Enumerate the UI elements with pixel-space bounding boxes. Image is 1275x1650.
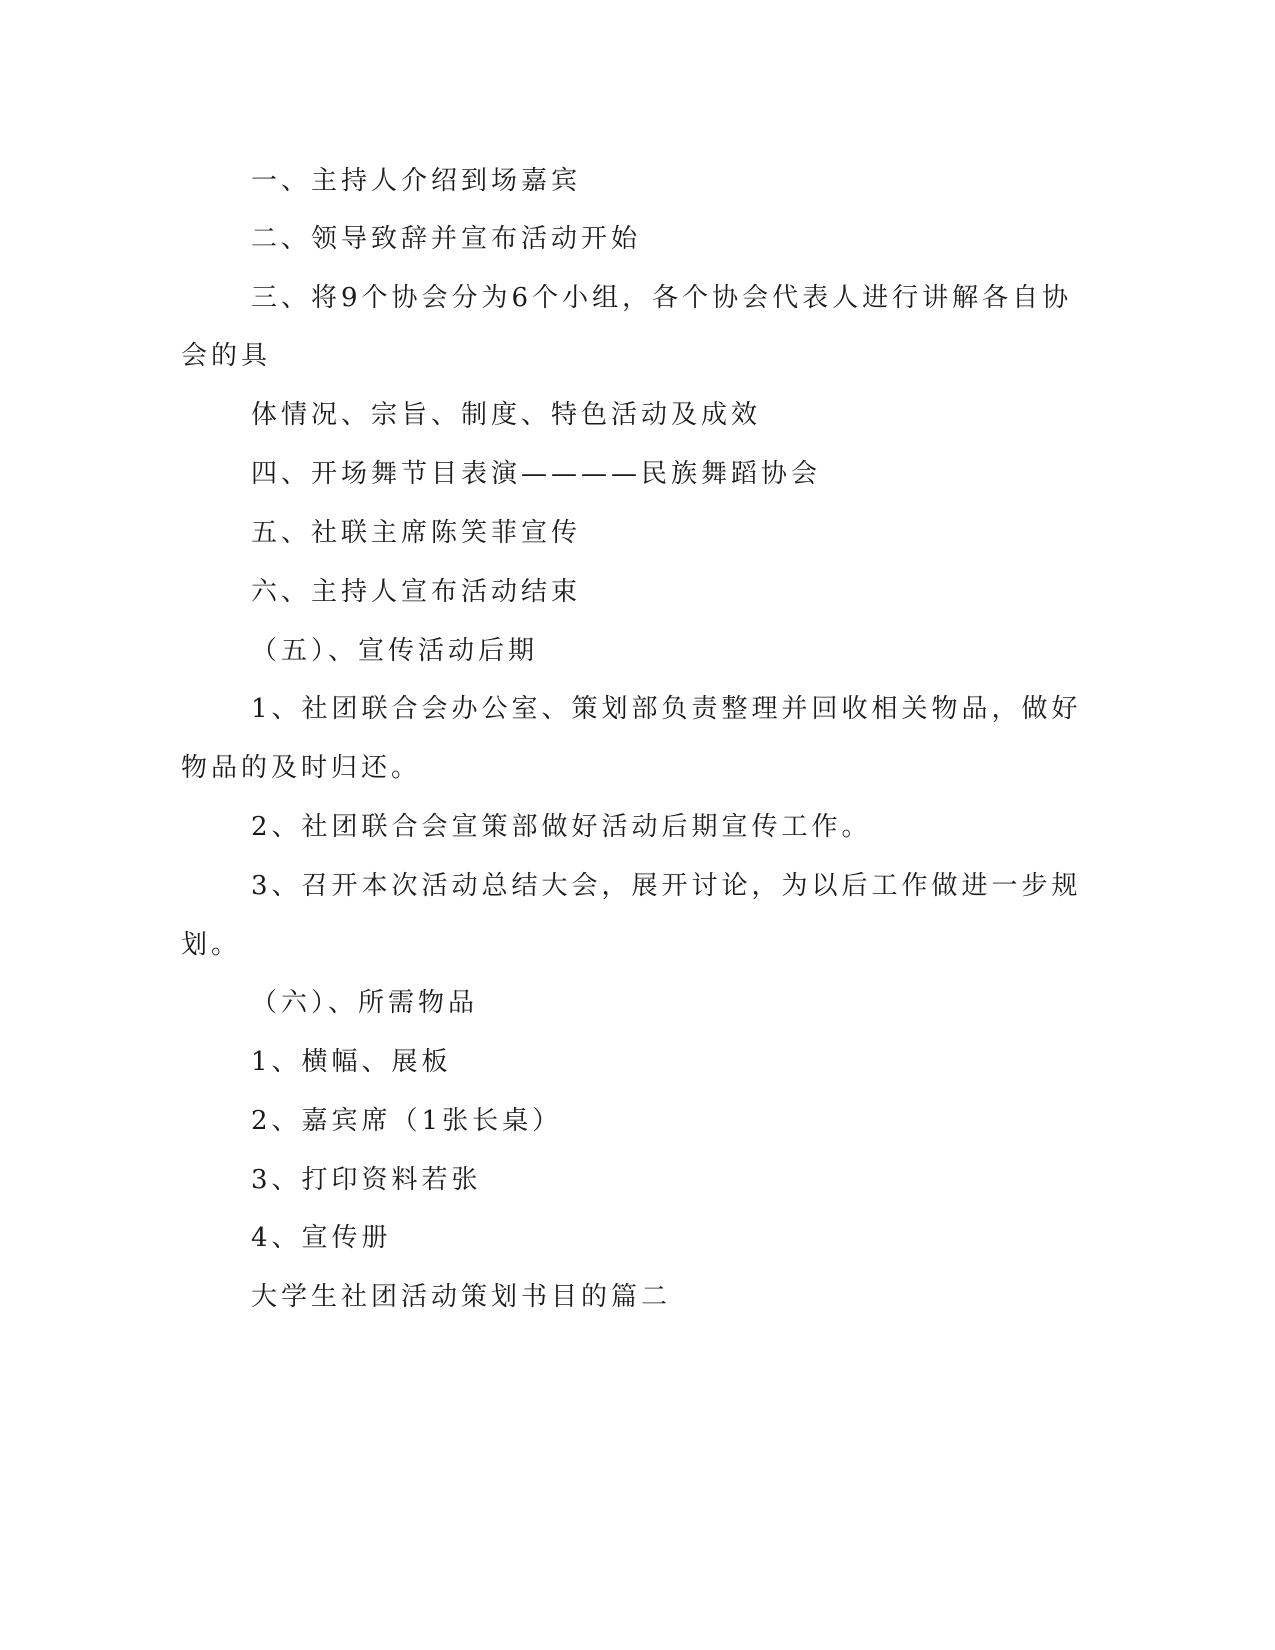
post-activity-item-3-continued: 划。 (181, 930, 242, 960)
agenda-item-6: 六、主持人宣布活动结束 (251, 577, 582, 607)
agenda-item-3: 三、将9个协会分为6个小组，各个协会代表人进行讲解各自协 (251, 283, 1073, 313)
agenda-item-3-continued: 会的具 (181, 341, 272, 371)
agenda-item-4: 四、开场舞节目表演————民族舞蹈协会 (251, 459, 822, 489)
section-heading-6: （六）、所需物品 (251, 988, 479, 1018)
supplies-item-2: 2、嘉宾席（1张长桌） (251, 1106, 563, 1136)
post-activity-item-2: 2、社团联合会宣策部做好活动后期宣传工作。 (251, 812, 872, 842)
supplies-item-1: 1、横幅、展板 (251, 1047, 452, 1077)
supplies-item-4: 4、宣传册 (251, 1223, 392, 1253)
post-activity-item-1: 1、社团联合会办公室、策划部负责整理并回收相关物品，做好 (251, 694, 1082, 724)
post-activity-item-3: 3、召开本次活动总结大会，展开讨论，为以后工作做进一步规 (251, 871, 1082, 901)
agenda-item-3-detail: 体情况、宗旨、制度、特色活动及成效 (251, 400, 762, 430)
agenda-item-2: 二、领导致辞并宣布活动开始 (251, 224, 642, 254)
next-part-title: 大学生社团活动策划书目的篇二 (251, 1282, 672, 1312)
section-heading-5: （五）、宣传活动后期 (251, 636, 539, 666)
agenda-item-1: 一、主持人介绍到场嘉宾 (251, 166, 582, 196)
post-activity-item-1-continued: 物品的及时归还。 (181, 753, 422, 783)
agenda-item-5: 五、社联主席陈笑菲宣传 (251, 518, 582, 548)
supplies-item-3: 3、打印资料若张 (251, 1165, 482, 1195)
